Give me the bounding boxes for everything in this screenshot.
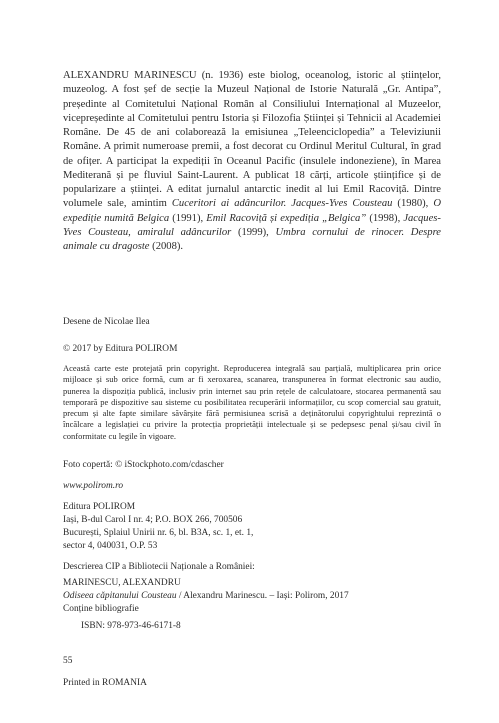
book-title: Jacques-Yves Cousteau, amiralul adâncurilor [63, 212, 441, 238]
cover-photo-credit: Foto copertă: © iStockphoto.com/cdascher [63, 460, 224, 470]
book-year: (1999), [237, 226, 269, 238]
copyright-notice: Această carte este protejată prin copyright. Reproducerea integrală sau parțială, multiplicarea prin orice mijloace și sub orice formă, cum ar fi xeroxarea, scanarea, transpunerea în format electronic sau audio, punerea la dispoziția publică, inclusiv prin internet sau prin rețele de calculatoare, stocarea permanentă sau temporară pe dispozitive sau sisteme cu posibilitatea recuperării informațiilor, cu scop comercial sau gratuit, precum și alte fapte similare săvârșite fără permisiunea scrisă a deținătorului copyrightului reprezintă o încălcare a legislației cu privire la protecția proprietății intelectuale și se pedepsesc penal și/sau civil în conformitate cu legile în vigoare. [63, 363, 441, 441]
cip-details: / Alexandru Marinescu. – Iași: Polirom, 2017 [178, 590, 349, 601]
printed-in: Printed in ROMANIA [63, 678, 147, 688]
book-title: Emil Racoviță și expediția „Belgica” [206, 212, 367, 224]
book-year: (2008). [152, 241, 184, 252]
cip-title-line [63, 590, 441, 603]
publisher-address: sector 4, 040031, O.P. 53 [63, 540, 158, 551]
book-year: (1998), [369, 212, 401, 224]
cip-title: Odiseea căpitanului Cousteau [63, 590, 177, 601]
print-number: 55 [63, 656, 73, 666]
cip-bibliography: Conține bibliografie [63, 603, 139, 614]
book-title: O expediție numită Belgica [63, 198, 441, 224]
book-title: Umbra cornului de rinocer. Despre animale cu dragoste [63, 226, 442, 252]
copyright-line: © 2017 by Editura POLIROM [63, 344, 178, 354]
author-biography [63, 69, 441, 254]
cip-heading: Descrierea CIP a Bibliotecii Naționale a României: [63, 562, 255, 572]
cip-block [63, 561, 441, 633]
bio-text: ALEXANDRU MARINESCU (n. 1936) este biolog, oceanolog, istoric al științelor, muzeolog. A fost șef de secție la Muzeul Național de Istorie Naturală „Gr. Antipa”, președinte al Comitetului Național Român al Consiliului Internațional al Muzeelor, vicepreședinte al Comitetului pentru Istoria și Filozofia Științei și Tehnicii al Academiei Române. De 45 de ani colaborează la emisiunea „Teleenciclopedia” a Televiziunii Române. A primit numeroase premii, a fost decorat cu Ordinul Meritul Cultural, în grad de ofițer. A participat la expediții în Oceanul Pacific (insulele indoneziene), în Marea Mediterană și pe fluviul Saint-Laurent. A publicat 18 cărți, articole științifice și de popularizare a științei. A editat jurnalul antarctic inedit al lui Emil Racoviță. Dintre volumele sale, amintim [63, 70, 441, 210]
illustrations-credit: Desene de Nicolae Ilea [63, 317, 150, 327]
cip-author: MARINESCU, ALEXANDRU [63, 577, 181, 588]
book-title: Cuceritori ai adâncurilor. Jacques-Yves Cousteau [171, 198, 393, 210]
publisher-address: București, Splaiul Unirii nr. 6, bl. B3A, sc. 1, et. 1, [63, 527, 254, 538]
book-year: (1991), [172, 212, 204, 224]
publisher-address: Iași, B-dul Carol I nr. 4; P.O. BOX 266, 700506 [63, 514, 243, 525]
book-year: (1980), [397, 198, 429, 210]
publisher-block [63, 501, 441, 553]
website-link[interactable]: www.polirom.ro [63, 481, 124, 491]
isbn: ISBN: 978-973-46-6171-8 [81, 620, 181, 631]
publisher-name: Editura POLIROM [63, 502, 136, 512]
